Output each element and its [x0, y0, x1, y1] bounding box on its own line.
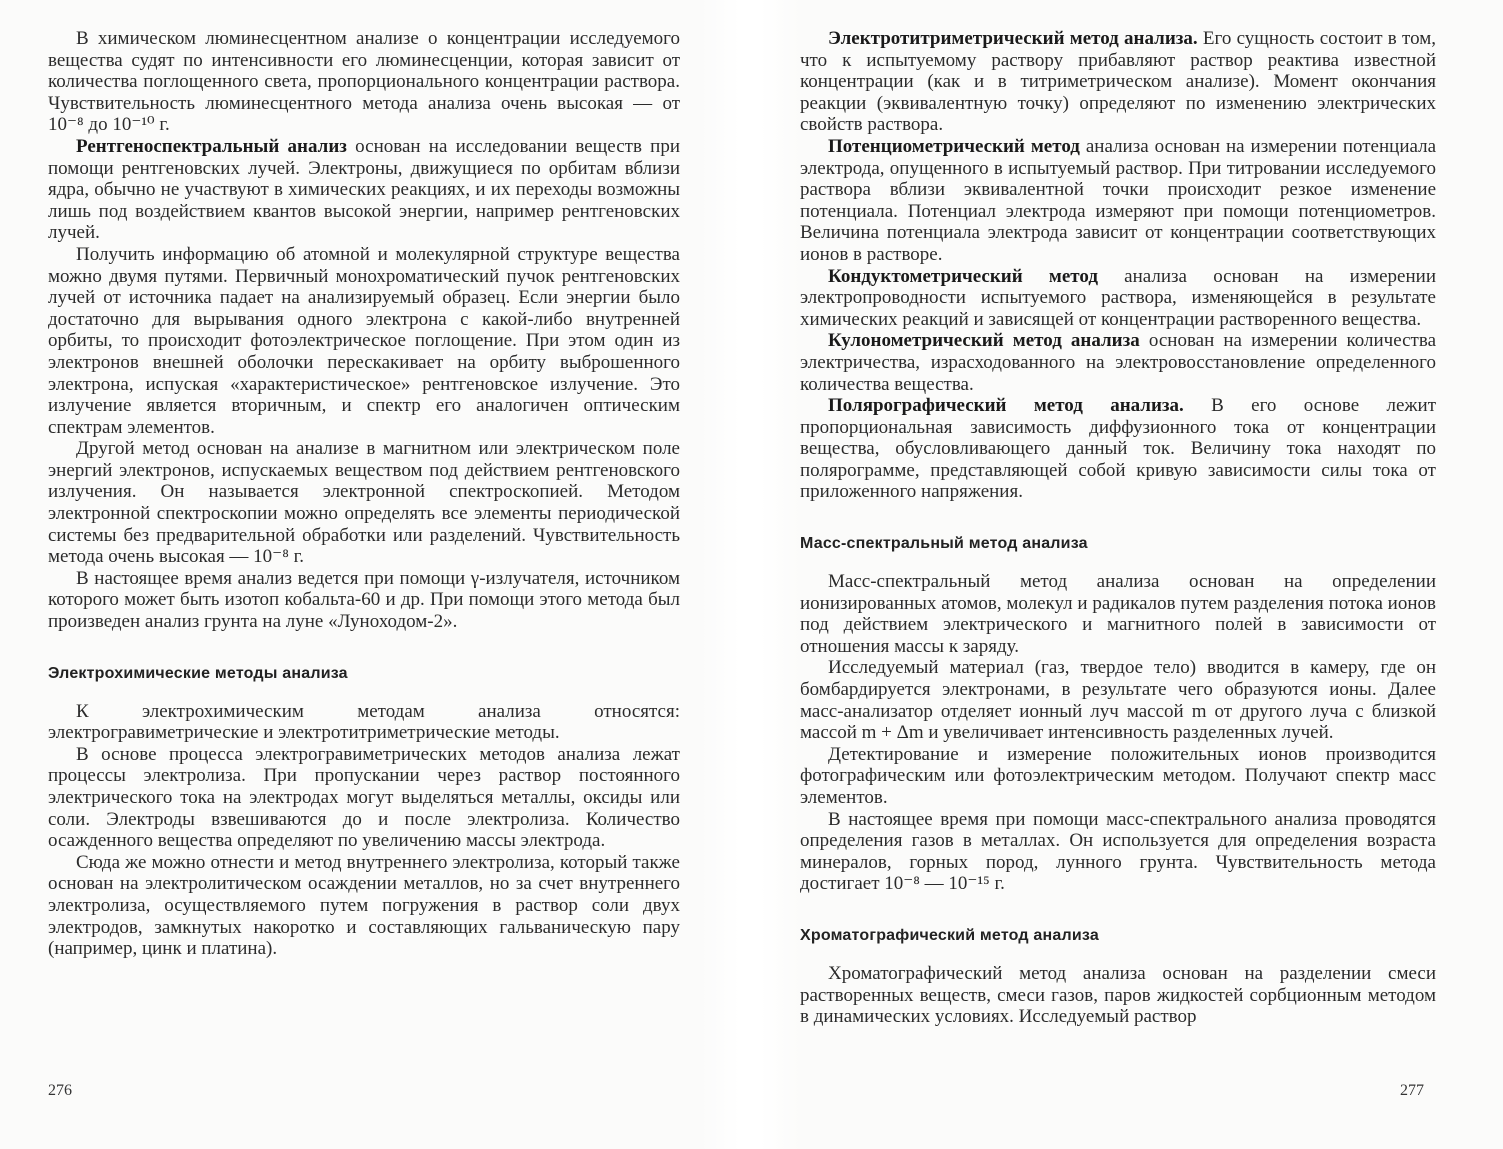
term: Кулонометрический метод анализа	[828, 330, 1140, 352]
paragraph: В настоящее время при помощи масс-спектрального анализа проводятся определения газов в металлах. Он используется для определения возраста минералов, горных пород, лунного грунта. Чувствительность метода достигает 10⁻⁸ — 10⁻¹⁵ г.	[800, 808, 1436, 895]
paragraph: Другой метод основан на анализе в магнитном или электрическом поле энергий электронов, испускаемых веществом под действием рентгеновского излучения. Он называется электронной спектроскопией. Методом электронной спектроскопии можно определять все элементы периодической системы без предварительной обработки или разделений. Чувствительность метода очень высокая — 10⁻⁸ г.	[48, 438, 680, 568]
left-page	[48, 28, 680, 960]
section-heading: Хроматографический метод анализа	[800, 926, 1099, 944]
paragraph: Исследуемый материал (газ, твердое тело) вводится в камеру, где он бомбардируется электронами, в результате чего образуются ионы. Далее масс-анализатор отделяет ионный луч массой m от другого луча с близкой массой m + Δm и увеличивает интенсивность разделенных лучей.	[800, 657, 1436, 744]
paragraph: К электрохимическим методам анализа относятся: электрогравиметрические и электротитриметрические методы.	[48, 700, 680, 744]
paragraph: Хроматографический метод анализа основан на разделении смеси растворенных веществ, смеси газов, паров жидкостей сорбционным методом в динамических условиях. Исследуемый раствор	[800, 962, 1436, 1028]
term: Кондуктометрический метод	[828, 265, 1098, 287]
term: Электротитриметрический метод анализа.	[828, 28, 1198, 49]
paragraph: В настоящее время анализ ведется при помощи γ-излучателя, источником которого может быть изотоп кобальта-60 и др. При помощи этого метода был произведен анализ грунта на луне «Луноходом-2».	[48, 567, 680, 633]
paragraph: Кондуктометрический метод анализа основан на измерении электропроводности испытуемого раствора, изменяющейся в результате химических реакций и зависящей от концентрации растворенного вещества.	[800, 265, 1436, 330]
paragraph: Рентгеноспектральный анализ основан на исследовании веществ при помощи рентгеновских лучей. Электроны, движущиеся по орбитам вблизи ядра, обычно не участвуют в химических реакциях, и их переходы возможны лишь под воздействием квантов высокой энергии, например рентгеновских лучей.	[48, 135, 680, 244]
paragraph: Полярографический метод анализа. В его основе лежит пропорциональная зависимость диффузионного тока от концентрации вещества, обусловливающего данный ток. Величину тока находят по полярограмме, представляющей собой кривую зависимости силы тока от приложенного напряжения.	[800, 395, 1437, 503]
book-gutter	[700, 0, 800, 1149]
paragraph: Детектирование и измерение положительных ионов производится фотографическим или фотоэлектрическим методом. Получают спектр масс элементов.	[800, 743, 1436, 808]
paragraph: В химическом люминесцентном анализе о концентрации исследуемого вещества судят по интенсивности его люминесценции, которая зависит от количества поглощенного света, пропорционального концентрации раствора. Чувствительность люминесцентного метода анализа очень высокая — от 10⁻⁸ до 10⁻¹⁰ г.	[48, 28, 680, 136]
paragraph: Сюда же можно отнести и метод внутреннего электролиза, который также основан на электролитическом осаждении металлов, но за счет внутреннего электролиза, осуществляемого путем погружения в раствор соли двух электродов, замкнутых накоротко и составляющих гальваническую пару (например, цинк и платина).	[48, 851, 680, 960]
paragraph: В основе процесса электрогравиметрических методов анализа лежат процессы электролиза. При пропускании через раствор постоянного электрического тока на электродах могут выделяться металлы, оксиды или соли. Электроды взвешиваются до и после электролиза. Количество осажденного вещества определяют по увеличению массы электрода.	[48, 743, 680, 852]
section-heading: Масс-спектральный метод анализа	[800, 535, 1088, 553]
term: Потенциометрический метод	[828, 135, 1080, 157]
term: Полярографический метод анализа.	[828, 395, 1184, 417]
paragraph: Получить информацию об атомной и молекулярной структуре вещества можно двумя путями. Первичный монохроматический пучок рентгеновских лучей от источника падает на анализируемый образец. Если энергии было достаточно для вырывания одного электрона с какой-либо внутренней орбиты, то происходит фотоэлектрическое поглощение. При этом один из электронов внешней оболочки перескакивает на орбиту выброшенного электрона, испуская «характеристическое» рентгеновское излучение. Это излучение является вторичным, и спектр его аналогичен оптическим спектрам элементов.	[48, 243, 680, 438]
right-page	[800, 28, 1436, 1028]
page-number: 276	[48, 1082, 72, 1099]
paragraph: Электротитриметрический метод анализа. Его сущность состоит в том, что к испытуемому раствору прибавляют раствор реактива известной концентрации (как и в титриметрическом анализе). Момент окончания реакции (эквивалентную точку) определяют по изменению электрических свойств раствора.	[800, 28, 1436, 136]
paragraph: Потенциометрический метод анализа основан на измерении потенциала электрода, опущенного в испытуемый раствор. При титровании исследуемого раствора вблизи эквивалентной точки происходит резкое изменение потенциала. Потенциал электрода измеряют при помощи потенциометров. Величина потенциала электрода зависит от концентрации соответствующих ионов в растворе.	[800, 135, 1437, 265]
section-heading: Электрохимические методы анализа	[48, 664, 348, 682]
paragraph: Кулонометрический метод анализа основан на измерении количества электричества, израсходованного на электровосстановление определенного количества вещества.	[800, 330, 1436, 395]
term: Рентгеноспектральный анализ	[76, 135, 347, 157]
paragraph: Масс-спектральный метод анализа основан на определении ионизированных атомов, молекул и радикалов путем разделения потока ионов под действием электрического и магнитного полей в зависимости от отношения массы к заряду.	[800, 571, 1436, 657]
page-number: 277	[1400, 1082, 1424, 1099]
